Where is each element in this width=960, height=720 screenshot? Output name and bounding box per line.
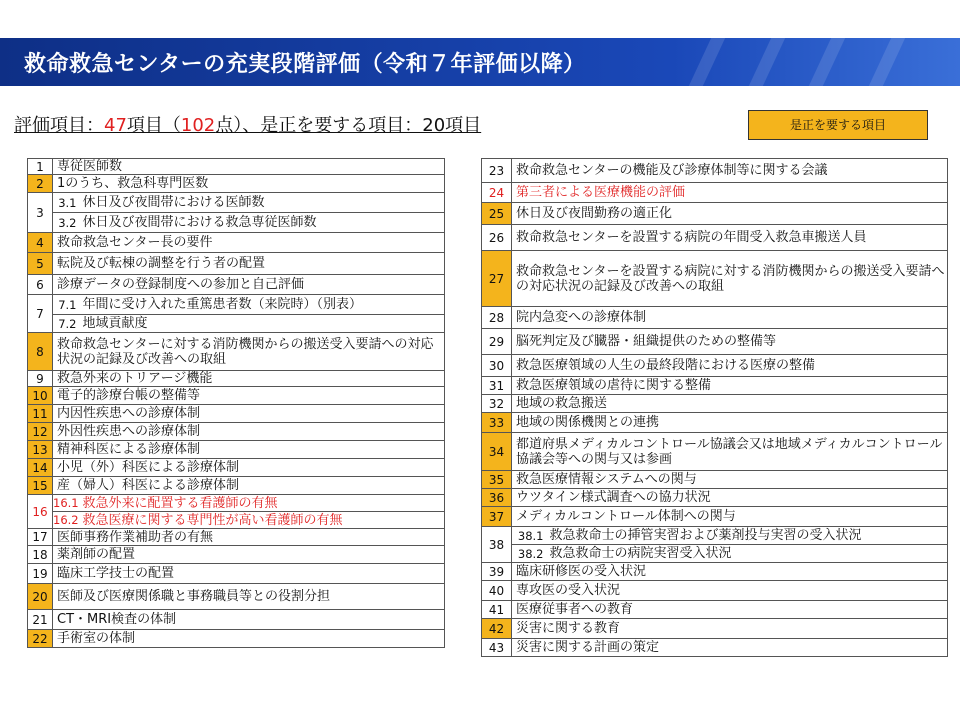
item-number: 39 [482, 563, 512, 581]
item-number: 27 [482, 251, 512, 307]
table-row [28, 333, 445, 371]
item-number: 33 [482, 413, 512, 433]
table-row [28, 295, 445, 315]
table-row [28, 610, 445, 630]
item-text: 救命救急センターを設置する病院の年間受入救急車搬送人員 [512, 225, 948, 251]
item-text: 地域の救急搬送 [512, 395, 948, 413]
table-row [482, 183, 948, 203]
item-number: 13 [28, 441, 53, 459]
item-number: 22 [28, 630, 53, 648]
subtitle-prefix: 評価項目： [14, 115, 104, 136]
item-number: 6 [28, 275, 53, 295]
item-number: 11 [28, 405, 53, 423]
item-number: 37 [482, 507, 512, 527]
item-text: 内因性疾患への診療体制 [53, 405, 445, 423]
item-text: 年間に受け入れた重篤患者数（来院時）（別表） [79, 295, 445, 315]
table-row [482, 619, 948, 639]
item-text: 救命救急センター長の要件 [53, 233, 445, 253]
table-row [28, 159, 445, 175]
sub-item-number: 16.2 [53, 513, 79, 527]
item-text: 薬剤師の配置 [53, 546, 445, 564]
page-title: 救命救急センターの充実段階評価（令和７年評価以降） [24, 52, 586, 77]
table-row [28, 233, 445, 253]
item-number: 25 [482, 203, 512, 225]
item-number: 4 [28, 233, 53, 253]
table-row [28, 495, 445, 512]
table-row [28, 459, 445, 477]
item-text: 臨床研修医の受入状況 [512, 563, 948, 581]
table-row [482, 433, 948, 471]
table-row [482, 225, 948, 251]
point-count: 102 [180, 115, 216, 136]
evaluation-table-right [481, 158, 948, 657]
table-row [28, 441, 445, 459]
table-row [28, 564, 445, 584]
item-text: 地域貢献度 [79, 315, 445, 333]
table-row [482, 413, 948, 433]
table-row [482, 307, 948, 329]
item-number: 8 [28, 333, 53, 371]
item-text: 医療従事者への教育 [512, 601, 948, 619]
table-row [482, 527, 948, 545]
item-text: 救急医療に関する専門性が高い看護師の有無 [79, 512, 445, 529]
item-number: 18 [28, 546, 53, 564]
item-text: 休日及び夜間帯における救急専従医師数 [79, 213, 445, 233]
item-number: 31 [482, 377, 512, 395]
item-count: 47 [104, 115, 127, 136]
item-text: ウツタイン様式調査への協力状況 [512, 489, 948, 507]
table-row [482, 329, 948, 355]
table-row [28, 253, 445, 275]
item-text: 救急外来のトリアージ機能 [53, 371, 445, 387]
table-row [482, 563, 948, 581]
item-number: 35 [482, 471, 512, 489]
item-number: 1 [28, 159, 53, 175]
table-row [28, 275, 445, 295]
item-number: 42 [482, 619, 512, 639]
table-row [482, 355, 948, 377]
table-row [28, 371, 445, 387]
table-row [28, 405, 445, 423]
item-number: 21 [28, 610, 53, 630]
item-text: 救急医療情報システムへの関与 [512, 471, 948, 489]
item-number: 23 [482, 159, 512, 183]
legend-correction-required: 是正を要する項目 [748, 110, 928, 140]
table-row [28, 387, 445, 405]
item-text: 救命救急センターに対する消防機関からの搬送受入要請への対応状況の記録及び改善への取組 [53, 333, 445, 371]
table-row [28, 584, 445, 610]
item-number: 28 [482, 307, 512, 329]
item-text: 災害に関する教育 [512, 619, 948, 639]
item-number: 14 [28, 459, 53, 477]
table-row [482, 581, 948, 601]
item-text: 災害に関する計画の策定 [512, 639, 948, 657]
item-text: 休日及び夜間帯における医師数 [79, 193, 445, 213]
item-number: 19 [28, 564, 53, 584]
item-text: 救命救急センターを設置する病院に対する消防機関からの搬送受入要請への対応状況の記録及び改善への取組 [512, 251, 948, 307]
item-number: 38 [482, 527, 512, 563]
evaluation-table-left [27, 158, 445, 648]
table-row [482, 471, 948, 489]
subtitle [14, 111, 481, 137]
item-number: 10 [28, 387, 53, 405]
item-number: 17 [28, 529, 53, 546]
item-text: 外因性疾患への診療体制 [53, 423, 445, 441]
table-row [28, 630, 445, 648]
item-text: 専従医師数 [53, 159, 445, 175]
item-text: 産（婦人）科医による診療体制 [53, 477, 445, 495]
item-text: 電子的診療台帳の整備等 [53, 387, 445, 405]
item-number: 24 [482, 183, 512, 203]
table-row [482, 545, 948, 563]
table-row [482, 507, 948, 527]
table-row [482, 639, 948, 657]
item-text: 救急救命士の挿管実習および薬剤投与実習の受入状況 [546, 527, 948, 545]
item-text: 救急外来に配置する看護師の有無 [79, 495, 445, 512]
item-text: 医師事務作業補助者の有無 [53, 529, 445, 546]
item-text: 専攻医の受入状況 [512, 581, 948, 601]
item-number: 3 [28, 193, 53, 233]
item-text: 小児（外）科医による診療体制 [53, 459, 445, 477]
item-number: 20 [28, 584, 53, 610]
sub-item-number: 3.1 [53, 193, 79, 213]
item-text: 転院及び転棟の調整を行う者の配置 [53, 253, 445, 275]
item-number: 26 [482, 225, 512, 251]
item-text: 医師及び医療関係職と事務職員等との役割分担 [53, 584, 445, 610]
sub-item-number: 16.1 [53, 496, 79, 510]
subtitle-suffix: 点）、是正を要する項目：20項目 [215, 115, 482, 136]
item-number: 12 [28, 423, 53, 441]
item-number: 5 [28, 253, 53, 275]
item-text: 精神科医による診療体制 [53, 441, 445, 459]
table-row [28, 423, 445, 441]
item-text: 脳死判定及び臓器・組織提供のための整備等 [512, 329, 948, 355]
item-text: 臨床工学技士の配置 [53, 564, 445, 584]
table-row [28, 477, 445, 495]
item-number: 40 [482, 581, 512, 601]
sub-item-number: 7.2 [53, 315, 79, 333]
table-row [28, 213, 445, 233]
sub-item-number: 7.1 [53, 295, 79, 315]
item-number: 7 [28, 295, 53, 333]
sub-item-number: 3.2 [53, 213, 79, 233]
item-number: 41 [482, 601, 512, 619]
item-text: 休日及び夜間勤務の適正化 [512, 203, 948, 225]
table-row [482, 251, 948, 307]
item-number: 29 [482, 329, 512, 355]
table-row [28, 529, 445, 546]
item-text: メディカルコントロール体制への関与 [512, 507, 948, 527]
sub-item-number: 38.1 [512, 527, 546, 545]
table-row [482, 159, 948, 183]
table-row [482, 377, 948, 395]
item-text: 1のうち、救急科専門医数 [53, 175, 445, 193]
item-text: 都道府県メディカルコントロール協議会又は地域メディカルコントロール協議会等への関与又は参画 [512, 433, 948, 471]
item-number: 15 [28, 477, 53, 495]
item-number: 36 [482, 489, 512, 507]
item-text: 救急医療領域の人生の最終段階における医療の整備 [512, 355, 948, 377]
item-number: 43 [482, 639, 512, 657]
item-number: 16 [28, 495, 53, 529]
item-number: 34 [482, 433, 512, 471]
table-row [482, 601, 948, 619]
table-row [28, 315, 445, 333]
title-bar [0, 38, 960, 86]
item-text: 救命救急センターの機能及び診療体制等に関する会議 [512, 159, 948, 183]
item-text: 地域の関係機関との連携 [512, 413, 948, 433]
item-number: 32 [482, 395, 512, 413]
table-row [28, 512, 445, 529]
table-row [482, 203, 948, 225]
item-text: 手術室の体制 [53, 630, 445, 648]
item-number: 30 [482, 355, 512, 377]
item-text: 診療データの登録制度への参加と自己評価 [53, 275, 445, 295]
item-text: 救急救命士の病院実習受入状況 [546, 545, 948, 563]
table-row [482, 489, 948, 507]
table-row [28, 175, 445, 193]
subtitle-mid: 項目（ [126, 115, 181, 136]
item-number: 2 [28, 175, 53, 193]
item-text: 救急医療領域の虐待に関する整備 [512, 377, 948, 395]
sub-item-number: 38.2 [512, 545, 546, 563]
table-row [482, 395, 948, 413]
table-row [28, 193, 445, 213]
item-text: 第三者による医療機能の評価 [512, 183, 948, 203]
item-text: 院内急変への診療体制 [512, 307, 948, 329]
table-row [28, 546, 445, 564]
item-text: CT・MRI検査の体制 [53, 610, 445, 630]
item-number: 9 [28, 371, 53, 387]
